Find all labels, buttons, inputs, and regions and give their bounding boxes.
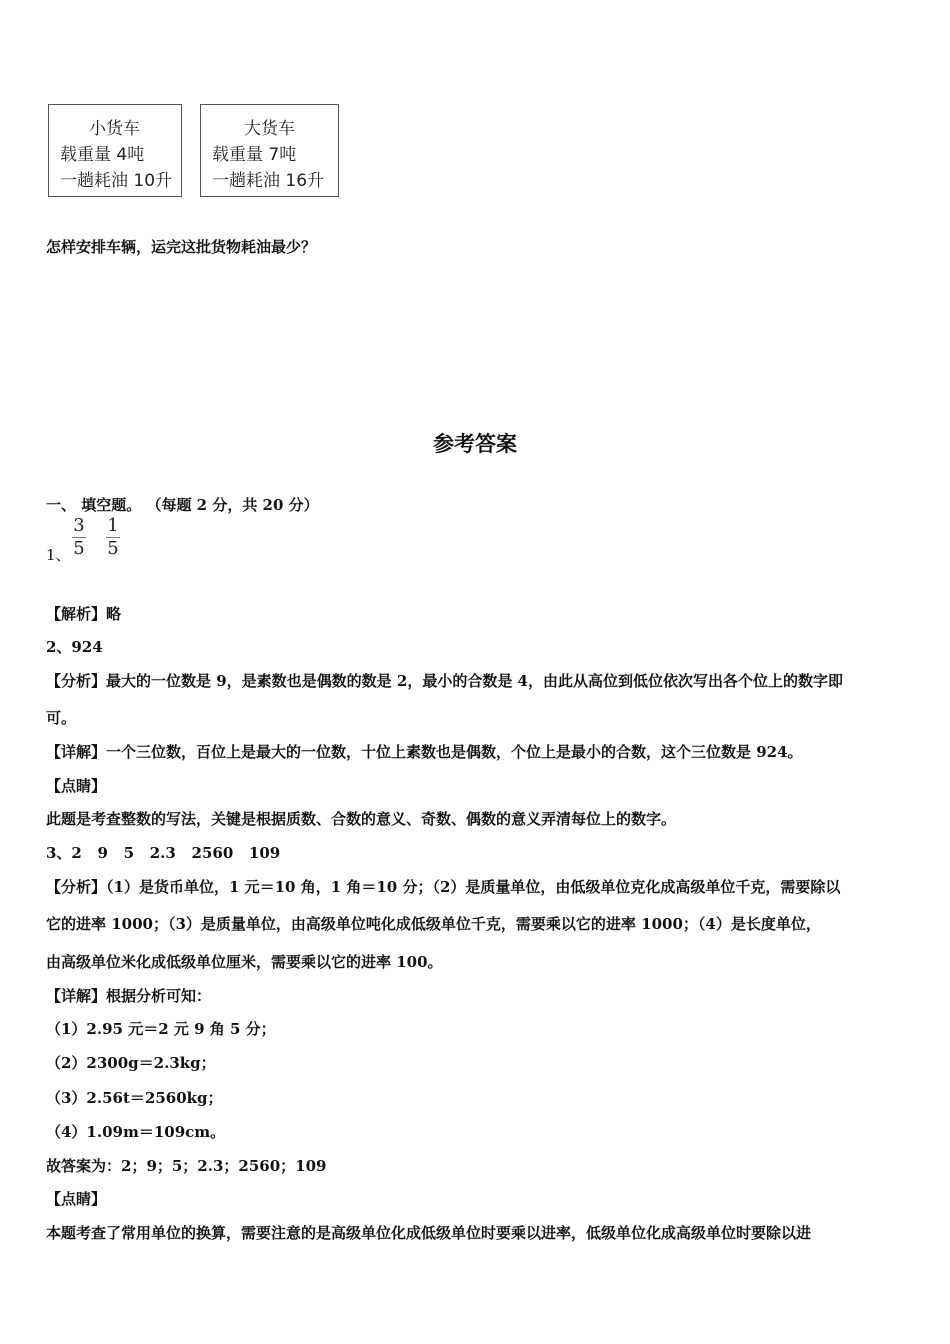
q3-step-4: （4）1.09m＝109cm。 (46, 1123, 226, 1141)
large-truck-fuel: 一趟耗油 16升 (212, 171, 325, 191)
q2-comment: 此题是考查整数的写法，关键是根据质数、合数的意义、奇数、偶数的意义弄清每位上的数字。 (46, 810, 677, 828)
q2-analysis-line-2: 可。 (46, 709, 77, 727)
q3-label: 3、2 9 5 2.3 2560 109 (46, 844, 281, 862)
large-truck-card (200, 104, 339, 197)
section1-header: 一、 填空题。 （每题 2 分，共 20 分） (46, 496, 319, 514)
q2-label: 2、924 (46, 638, 103, 656)
q1-analysis: 【解析】略 (46, 605, 122, 623)
q2-detail: 【详解】一个三位数，百位上是最大的一位数，十位上素数也是偶数，个位上是最小的合数，这个三位数是 924。 (46, 743, 803, 761)
q1-frac2-numerator: 1 (107, 515, 119, 536)
q3-comment: 本题考查了常用单位的换算，需要注意的是高级单位化成低级单位时要乘以进率，低级单位化成高级单位时要除以进 (46, 1224, 812, 1242)
q1-fraction-1 (72, 516, 86, 559)
q3-step-1: （1）2.95 元＝2 元 9 角 5 分； (46, 1020, 276, 1038)
q1-frac1-denominator: 5 (73, 538, 85, 559)
q3-answer: 故答案为：2；9；5；2.3；2560；109 (46, 1157, 327, 1175)
q3-analysis-line-1: 【分析】（1）是货币单位，1 元＝10 角，1 角＝10 分；（2）是质量单位，由低级单位克化成高级单位千克，需要除以 (46, 878, 841, 896)
large-truck-load: 载重量 7吨 (212, 145, 297, 165)
q2-comment-label: 【点睛】 (46, 777, 107, 795)
q1-frac2-denominator: 5 (107, 538, 119, 559)
q3-step-3: （3）2.56t＝2560kg； (46, 1089, 223, 1107)
q1-frac1-numerator: 3 (73, 515, 85, 536)
q3-comment-label: 【点睛】 (46, 1190, 107, 1208)
large-truck-title: 大货车 (244, 119, 295, 139)
q3-analysis-line-3: 由高级单位米化成低级单位厘米，需要乘以它的进率 100。 (46, 953, 443, 971)
small-truck-fuel: 一趟耗油 10升 (60, 171, 173, 191)
answer-title: 参考答案 (433, 431, 517, 456)
q1-fraction-2 (106, 516, 120, 559)
q3-step-2: （2）2300g＝2.3kg； (46, 1054, 216, 1072)
q2-analysis-line-1: 【分析】最大的一位数是 9，是素数也是偶数的数是 2，最小的合数是 4，由此从高位到低位依次写出各个位上的数字即 (46, 672, 843, 690)
small-truck-card (48, 104, 182, 197)
q3-analysis-line-2: 它的进率 1000；（3）是质量单位，由高级单位吨化成低级单位千克，需要乘以它的进率 1000；（4）是长度单位， (46, 915, 821, 933)
small-truck-title: 小货车 (89, 119, 140, 139)
small-truck-load: 载重量 4吨 (60, 145, 145, 165)
q3-detail: 【详解】根据分析可知： (46, 987, 212, 1005)
question-text: 怎样安排车辆，运完这批货物耗油最少？ (46, 238, 317, 256)
q1-label: 1、 (46, 546, 71, 564)
